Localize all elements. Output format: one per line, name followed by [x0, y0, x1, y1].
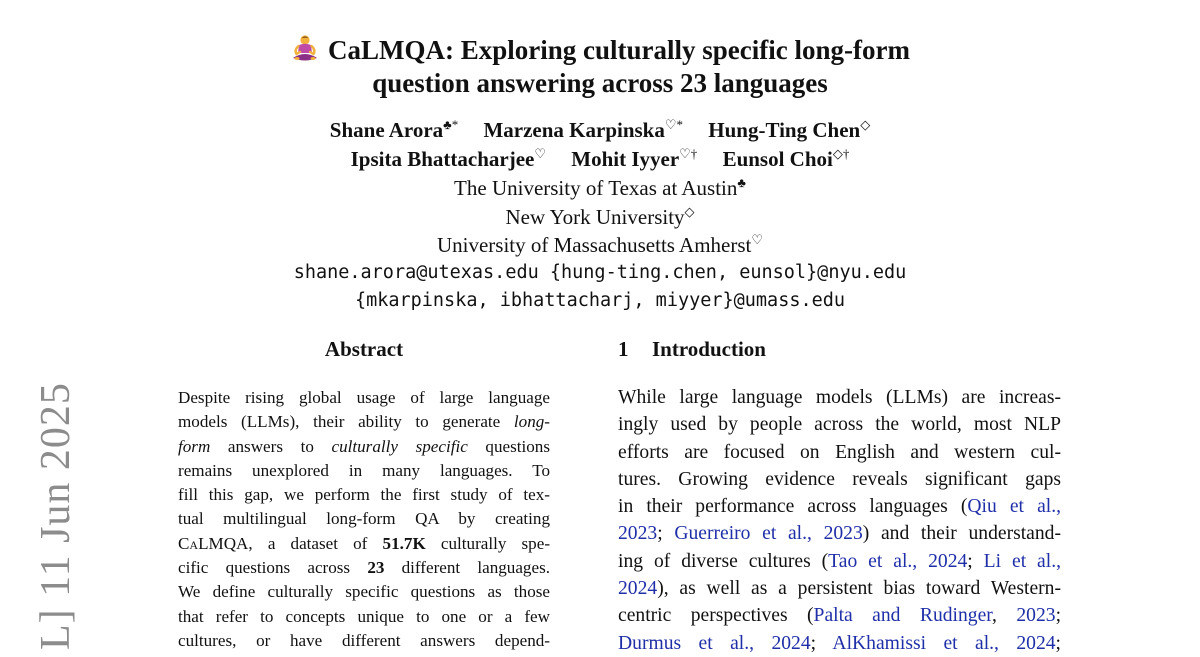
text-run: ingly used by people across the world, most NLP: [618, 414, 1061, 436]
author-row-1: [200, 116, 1000, 145]
section-number: 1: [618, 337, 629, 361]
author-marks: ◇: [860, 117, 871, 132]
text-run: answers to: [210, 436, 332, 456]
intro-line: [618, 493, 1061, 520]
text-run: that refer to concepts unique to one or a few: [178, 606, 550, 626]
intro-line: [618, 575, 1061, 602]
citation-link[interactable]: 2023: [1016, 605, 1056, 627]
abstract-line: [178, 507, 550, 531]
intro-line: [618, 602, 1061, 629]
affiliation-list: [200, 174, 1000, 260]
text-run: Despite rising global usage of large language: [178, 388, 550, 407]
dataset-name: CaLMQA: [178, 533, 249, 553]
text-run: cultures, or have different answers depend-: [178, 630, 550, 650]
author-marks: ♡†: [679, 146, 698, 161]
author-marks: ♡*: [664, 117, 684, 132]
text-run: ), as well as a persistent bias toward Western-: [657, 578, 1061, 600]
intro-line: [618, 411, 1061, 438]
italic-term: culturally specific: [331, 436, 468, 456]
abstract-line: [178, 605, 550, 629]
author-list: [200, 116, 1000, 174]
intro-line: [618, 466, 1061, 493]
citation-link[interactable]: Guerreiro et al., 2023: [674, 523, 863, 545]
text-run: We define culturally specific questions as those: [178, 582, 550, 602]
abstract-line: [178, 556, 550, 580]
text-run: cific questions across: [178, 558, 368, 578]
text-run: ;: [967, 550, 984, 572]
author-marks: ♡: [534, 146, 546, 161]
bold-term: 51.7K: [382, 533, 426, 553]
author-name: Ipsita Bhattacharjee: [350, 147, 535, 171]
affiliation-name: University of Massachusetts Amherst: [436, 233, 752, 257]
author-shane-arora: [330, 118, 458, 142]
abstract-line: [178, 483, 550, 507]
author-mohit-iyyer: [571, 147, 697, 171]
text-run: different languages.: [384, 558, 550, 578]
text-run: ing of diverse cultures (: [618, 550, 829, 572]
author-hung-ting-chen: [708, 118, 870, 142]
abstract-heading: Abstract: [324, 337, 404, 361]
bold-term: 23: [367, 558, 385, 578]
abstract-line: [178, 532, 550, 556]
intro-line: [618, 548, 1061, 575]
text-run: ;: [657, 523, 675, 545]
text-run: ;: [1055, 632, 1061, 654]
text-run: centric perspectives (: [618, 605, 814, 627]
text-run: ;: [1055, 605, 1062, 627]
arxiv-side-stamp: L] 11 Jun 2025: [33, 382, 79, 650]
text-run: remains unexplored in many languages. To: [178, 460, 550, 480]
affiliation-umass: [200, 231, 1000, 260]
intro-line: [618, 384, 1061, 411]
text-run: models (LLMs), their ability to generate: [178, 412, 514, 432]
affiliation-name: The University of Texas at Austin: [454, 176, 738, 200]
author-ipsita-bhattacharjee: [351, 147, 546, 171]
affiliation-mark: ♡: [751, 232, 764, 247]
citation-link[interactable]: 2023: [618, 523, 658, 545]
text-run: tures. Growing evidence reveals significant gaps: [618, 468, 1061, 490]
abstract-line: [178, 386, 550, 410]
affiliation-ut-austin: [200, 174, 1000, 203]
title-line-2: question answering across 23 languages: [372, 68, 828, 98]
author-eunsol-choi: [723, 147, 850, 171]
author-name: Mohit Iyyer: [571, 147, 680, 171]
text-run: efforts are focused on English and western cul-: [618, 441, 1061, 463]
author-name: Marzena Karpinska: [483, 118, 665, 142]
text-run: in their performance across languages (: [618, 496, 968, 518]
citation-link[interactable]: Qiu et al.,: [967, 496, 1062, 518]
author-marzena-karpinska: [483, 118, 683, 142]
affiliation-mark: ♣: [737, 175, 746, 190]
email-line-1: shane.arora@utexas.edu {hung-ting.chen, eunsol}@nyu.edu: [293, 262, 907, 283]
italic-term: long-: [513, 412, 550, 432]
text-run: ) and their understand-: [862, 523, 1062, 545]
meditating-person-icon: [290, 34, 320, 64]
citation-link[interactable]: Li et al.,: [983, 550, 1061, 572]
italic-term: form: [178, 436, 211, 456]
abstract-line: [178, 410, 550, 434]
affiliation-name: New York University: [505, 204, 685, 229]
intro-line: [618, 520, 1061, 547]
text-run: ,: [992, 605, 1017, 627]
citation-link[interactable]: Tao et al., 2024: [828, 550, 968, 572]
email-line-2: {mkarpinska, ibhattacharj, miyyer}@umass.edu: [354, 290, 846, 311]
text-run: questions: [467, 436, 550, 456]
citation-link[interactable]: 2024: [618, 578, 658, 600]
text-run: ;: [810, 632, 833, 654]
abstract-line: [178, 629, 550, 653]
paper-title: [250, 34, 950, 100]
title-text-1: CaLMQA: Exploring culturally specific long-form: [328, 35, 910, 65]
introduction-body: [618, 384, 1061, 657]
author-row-2: [200, 145, 1000, 174]
abstract-line: [178, 459, 550, 483]
intro-line: [618, 630, 1061, 657]
citation-link[interactable]: AlKhamissi et al., 2024: [832, 632, 1056, 654]
text-run: tual multilingual long-form QA by creating: [178, 509, 550, 529]
author-name: Hung-Ting Chen: [708, 118, 861, 142]
author-marks: ♣*: [443, 117, 459, 132]
affiliation-mark: ◇: [684, 203, 695, 219]
text-run: fill this gap, we perform the first study of tex-: [178, 485, 550, 505]
introduction-heading: [618, 337, 766, 362]
citation-link[interactable]: Durmus et al., 2024: [618, 632, 811, 654]
text-run: , a dataset of: [248, 533, 383, 553]
author-name: Shane Arora: [329, 118, 444, 142]
author-marks: ◇†: [832, 146, 850, 161]
title-line-1: [250, 34, 950, 67]
text-run: culturally spe-: [425, 533, 551, 553]
section-title: Introduction: [652, 337, 766, 361]
affiliation-nyu: [200, 203, 1000, 232]
abstract-body: [178, 386, 550, 653]
text-run: While large language models (LLMs) are increas-: [618, 387, 1061, 408]
author-name: Eunsol Choi: [722, 147, 833, 171]
abstract-line: [178, 435, 550, 459]
citation-link[interactable]: Palta and Rudinger: [813, 605, 993, 627]
intro-line: [618, 439, 1061, 466]
email-list: [200, 259, 1000, 315]
abstract-line: [178, 580, 550, 604]
